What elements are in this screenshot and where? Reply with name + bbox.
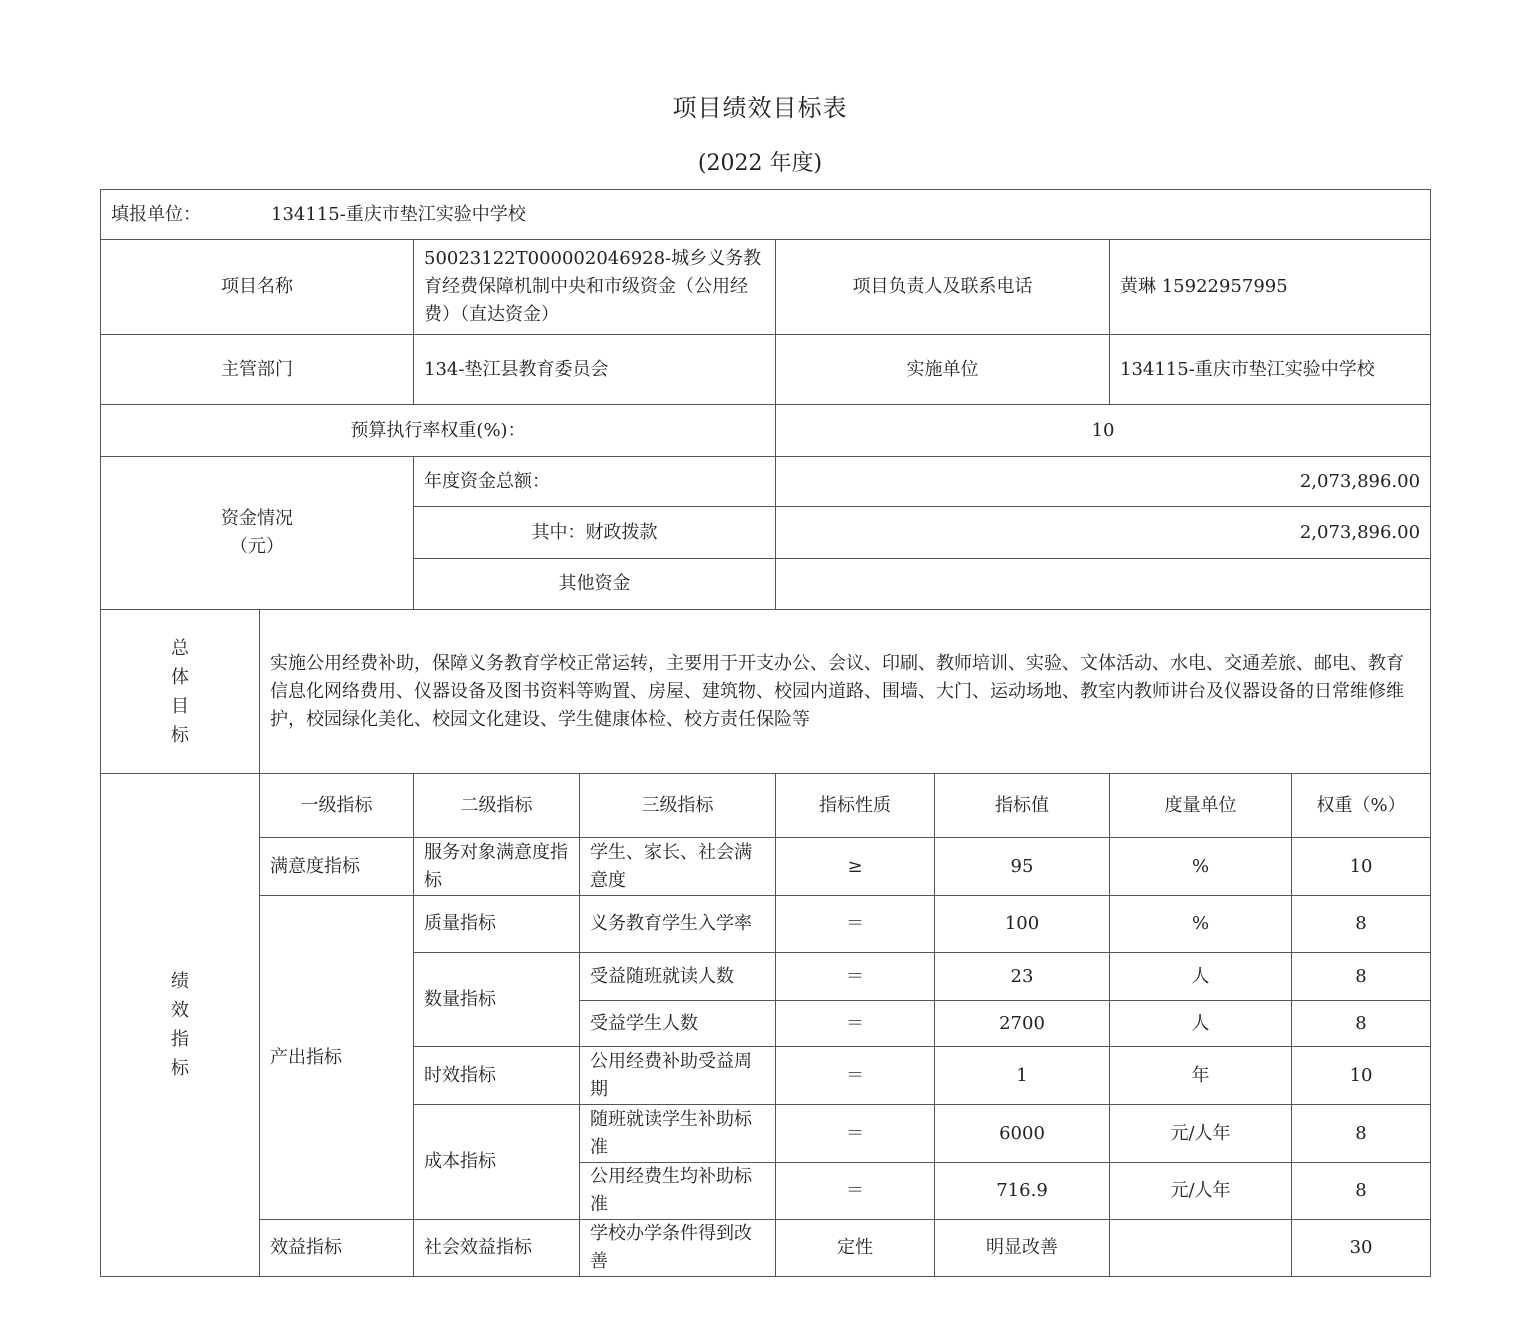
funds-other-value	[776, 559, 1431, 610]
level3-cell: 受益随班就读人数	[580, 953, 776, 1001]
performance-table	[100, 189, 1431, 1277]
funds-total-value: 2,073,896.00	[776, 457, 1431, 507]
unit-cell: %	[1110, 838, 1292, 896]
funds-other-label: 其他资金	[414, 559, 776, 610]
funds-fiscal-value: 2,073,896.00	[776, 507, 1431, 559]
weight-cell: 30	[1292, 1220, 1431, 1277]
overall-goal-text: 实施公用经费补助，保障义务教育学校正常运转，主要用于开支办公、会议、印刷、教师培训、实验、文体活动、水电、交通差旅、邮电、教育信息化网络费用、仪器设备及图书资料等购置、房屋、建筑物、校园内道路、围墙、大门、运动场地、教室内教师讲台及仪器设备的日常维修维护，校园绿化美化、校园文化建设、学生健康体检、校方责任保险等	[260, 610, 1431, 774]
goal-label-char: 目	[171, 695, 189, 717]
unit-cell	[1110, 1220, 1292, 1277]
impl-unit-label: 实施单位	[776, 335, 1110, 405]
nature-cell: ＝	[776, 1105, 935, 1163]
indicators-label-char: 效	[171, 1000, 189, 1021]
weight-cell: 8	[1292, 953, 1431, 1001]
funds-unit: （元）	[230, 536, 284, 557]
nature-cell: ＝	[776, 896, 935, 953]
impl-unit-value: 134115-重庆市垫江实验中学校	[1110, 335, 1431, 405]
value-cell: 95	[935, 838, 1110, 896]
header-value: 指标值	[935, 774, 1110, 838]
weight-cell: 10	[1292, 838, 1431, 896]
value-cell: 2700	[935, 1001, 1110, 1047]
value-cell: 6000	[935, 1105, 1110, 1163]
project-owner-label: 项目负责人及联系电话	[776, 240, 1110, 335]
level2-cell: 数量指标	[414, 953, 580, 1047]
indicators-label-char: 标	[171, 1058, 189, 1079]
value-cell: 1	[935, 1047, 1110, 1105]
funds-label: 资金情况	[221, 508, 293, 529]
header-level1: 一级指标	[260, 774, 414, 838]
indicators-label	[101, 774, 260, 1277]
weight-cell: 10	[1292, 1047, 1431, 1105]
level3-cell: 学校办学条件得到改善	[580, 1220, 776, 1277]
level3-cell: 学生、家长、社会满意度	[580, 838, 776, 896]
table-row	[101, 838, 1431, 896]
level3-cell: 随班就读学生补助标准	[580, 1105, 776, 1163]
value-cell: 100	[935, 896, 1110, 953]
weight-cell: 8	[1292, 1001, 1431, 1047]
unit-cell: %	[1110, 896, 1292, 953]
budget-weight-value: 10	[776, 405, 1431, 457]
report-unit-value: 134115-重庆市垫江实验中学校	[271, 203, 526, 225]
project-name-label: 项目名称	[101, 240, 414, 335]
value-cell: 716.9	[935, 1163, 1110, 1220]
value-cell: 23	[935, 953, 1110, 1001]
indicators-label-char: 指	[171, 1029, 189, 1050]
table-row	[101, 896, 1431, 953]
level3-cell: 公用经费补助受益周期	[580, 1047, 776, 1105]
level2-cell: 质量指标	[414, 896, 580, 953]
project-name-value: 50023122T000002046928-城乡义务教育经费保障机制中央和市级资金（公用经费）（直达资金）	[414, 240, 776, 335]
nature-cell: ＝	[776, 1047, 935, 1105]
goal-label-char: 标	[171, 724, 189, 746]
header-level2: 二级指标	[414, 774, 580, 838]
level2-cell: 成本指标	[414, 1105, 580, 1220]
header-nature: 指标性质	[776, 774, 935, 838]
unit-cell: 人	[1110, 1001, 1292, 1047]
level3-cell: 受益学生人数	[580, 1001, 776, 1047]
weight-cell: 8	[1292, 1105, 1431, 1163]
report-unit-label: 填报单位：	[111, 203, 201, 225]
level1-cell: 效益指标	[260, 1220, 414, 1277]
unit-cell: 人	[1110, 953, 1292, 1001]
nature-cell: ≥	[776, 838, 935, 896]
funds-label-cell	[101, 457, 414, 610]
report-unit-cell	[101, 190, 1431, 240]
table-row	[101, 1220, 1431, 1277]
level3-cell: 义务教育学生入学率	[580, 896, 776, 953]
dept-label: 主管部门	[101, 335, 414, 405]
level3-cell: 公用经费生均补助标准	[580, 1163, 776, 1220]
weight-cell: 8	[1292, 1163, 1431, 1220]
nature-cell: ＝	[776, 953, 935, 1001]
weight-cell: 8	[1292, 896, 1431, 953]
level2-cell: 时效指标	[414, 1047, 580, 1105]
level2-cell: 服务对象满意度指标	[414, 838, 580, 896]
dept-value: 134-垫江县教育委员会	[414, 335, 776, 405]
project-owner-value: 黄琳 15922957995	[1110, 240, 1431, 335]
nature-cell: 定性	[776, 1220, 935, 1277]
unit-cell: 元/人年	[1110, 1163, 1292, 1220]
page-title: 项目绩效目标表	[672, 94, 848, 122]
header-level3: 三级指标	[580, 774, 776, 838]
goal-label-char: 体	[171, 666, 189, 688]
budget-weight-label: 预算执行率权重(%)：	[101, 405, 776, 457]
header-weight: 权重（%）	[1292, 774, 1431, 838]
goal-label-char: 总	[171, 637, 189, 659]
overall-goal-label	[101, 610, 260, 774]
level2-cell: 社会效益指标	[414, 1220, 580, 1277]
funds-fiscal-label: 其中：财政拨款	[414, 507, 776, 559]
unit-cell: 年	[1110, 1047, 1292, 1105]
value-cell: 明显改善	[935, 1220, 1110, 1277]
nature-cell: ＝	[776, 1001, 935, 1047]
page-subtitle: (2022 年度)	[697, 151, 823, 176]
level1-cell: 满意度指标	[260, 838, 414, 896]
unit-cell: 元/人年	[1110, 1105, 1292, 1163]
funds-total-label: 年度资金总额：	[414, 457, 776, 507]
level1-cell: 产出指标	[260, 896, 414, 1220]
nature-cell: ＝	[776, 1163, 935, 1220]
header-unit: 度量单位	[1110, 774, 1292, 838]
indicators-label-char: 绩	[171, 971, 189, 992]
